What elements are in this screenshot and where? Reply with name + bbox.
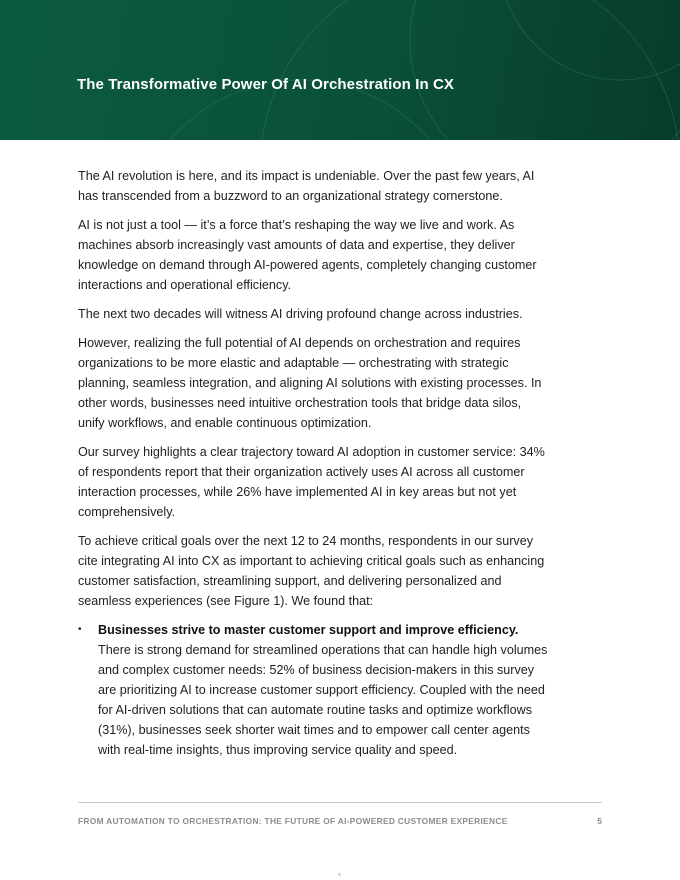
page-dot-indicator bbox=[338, 873, 341, 876]
paragraph: To achieve critical goals over the next 12 to 24 months, respondents in our survey cite integrating AI into CX as important to achieving critical goals such as enhancing customer satisfaction, streamlining support, and delivering personalized and seamless experiences (see Figure 1). We found that: bbox=[78, 534, 545, 608]
page-title: The Transformative Power Of AI Orchestration In CX bbox=[77, 76, 455, 93]
paragraph: Our survey highlights a clear trajectory toward AI adoption in customer service: 34% of respondents report that their organization actively uses AI across all customer interaction processes, while 26% have implemented AI in key areas but not yet comprehensively. bbox=[78, 445, 545, 519]
bullet-list bbox=[78, 620, 550, 760]
paragraph: The next two decades will witness AI driving profound change across industries. bbox=[78, 307, 523, 321]
paragraph: The AI revolution is here, and its impact is undeniable. Over the past few years, AI has transcended from a buzzword to an organizational strategy cornerstone. bbox=[78, 169, 535, 203]
footer-divider bbox=[78, 802, 602, 803]
list-item bbox=[78, 620, 550, 760]
footer-title: FROM AUTOMATION TO ORCHESTRATION: THE FUTURE OF AI-POWERED CUSTOMER EXPERIENCE bbox=[78, 816, 508, 826]
bullet-marker: • bbox=[78, 624, 82, 635]
page-number: 5 bbox=[597, 816, 602, 826]
paragraph: AI is not just a tool — it’s a force that’s reshaping the way we live and work. As machines absorb increasingly vast amounts of data and expertise, they deliver knowledge on demand through AI-powered agents, completely changing customer interactions and operational efficiency. bbox=[78, 218, 537, 292]
bullet-heading: Businesses strive to master customer support and improve efficiency. bbox=[98, 623, 519, 637]
paragraph: However, realizing the full potential of AI depends on orchestration and requires organizations to be more elastic and adaptable — orchestrating with strategic planning, seamless integration, and aligning AI solutions with existing processes. In other words, businesses need intuitive orchestration tools that bridge data silos, unify workflows, and enable continuous optimization. bbox=[78, 336, 542, 430]
header-banner bbox=[0, 0, 680, 140]
body-content bbox=[78, 166, 550, 760]
bullet-text: There is strong demand for streamlined operations that can handle high volumes and complex customer needs: 52% of business decision-makers in this survey are prioritizing AI to increase customer support efficiency. Coupled with the need for AI-driven solutions that can automate routine tasks and optimize workflows (31%), businesses seek shorter wait times and to empower call center agents with real-time insights, thus improving service quality and speed. bbox=[98, 643, 548, 757]
decorative-arcs bbox=[0, 0, 680, 140]
